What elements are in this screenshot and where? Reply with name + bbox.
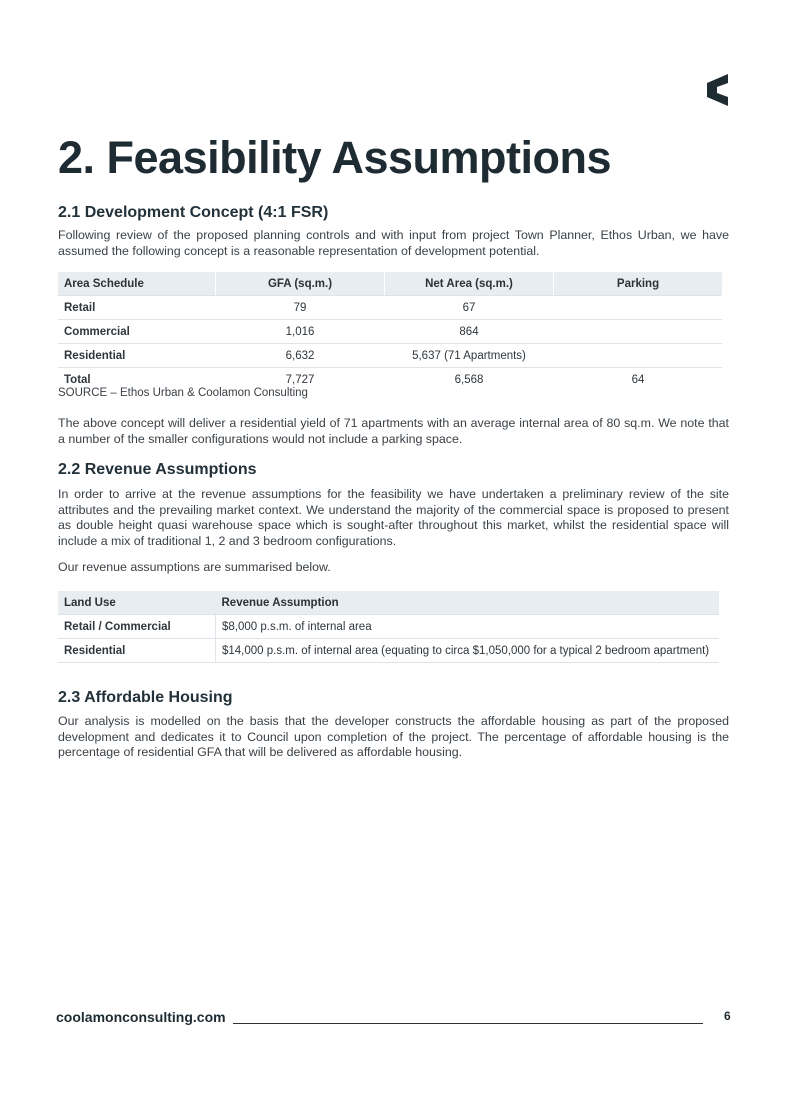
table-header-row bbox=[58, 272, 722, 296]
table-cell: 64 bbox=[554, 368, 723, 392]
table-cell: 864 bbox=[385, 320, 554, 344]
section-heading-affordable-housing: 2.3 Affordable Housing bbox=[58, 689, 233, 706]
footer-divider bbox=[233, 1023, 703, 1024]
column-header: Area Schedule bbox=[58, 272, 216, 296]
column-header: Revenue Assumption bbox=[216, 591, 720, 615]
revenue-assumption-table bbox=[58, 591, 719, 663]
table-row bbox=[58, 615, 719, 639]
page-number: 6 bbox=[724, 1009, 731, 1023]
table-cell: 1,016 bbox=[216, 320, 385, 344]
column-header: GFA (sq.m.) bbox=[216, 272, 385, 296]
table-row bbox=[58, 320, 722, 344]
column-header: Net Area (sq.m.) bbox=[385, 272, 554, 296]
row-label: Residential bbox=[58, 639, 216, 663]
row-label: Commercial bbox=[58, 320, 216, 344]
table-header-row bbox=[58, 591, 719, 615]
section-heading-revenue-assumptions: 2.2 Revenue Assumptions bbox=[58, 461, 257, 478]
table-row bbox=[58, 296, 722, 320]
row-label: Total bbox=[64, 373, 91, 386]
table-cell: 7,727 bbox=[216, 368, 385, 392]
development-concept-intro: Following review of the proposed planning controls and with input from project Town Planner, Ethos Urban, we have assumed the following concept is a reasonable representation of development potential. bbox=[58, 228, 729, 258]
development-concept-note: The above concept will deliver a residential yield of 71 apartments with an average internal area of 80 sq.m. We note that a number of the smaller configurations would not include a parking space. bbox=[58, 416, 729, 446]
row-label: Residential bbox=[58, 344, 216, 368]
table-cell: 5,637 (71 Apartments) bbox=[385, 344, 554, 368]
table-cell: 79 bbox=[216, 296, 385, 320]
column-header: Land Use bbox=[58, 591, 216, 615]
revenue-assumptions-paragraph: In order to arrive at the revenue assumptions for the feasibility we have undertaken a preliminary review of the site attributes and the prevailing market context. We understand the majority of the commercial space is proposed to present as double height quasi warehouse space which is sought-after throughout this market, whilst the residential space will include a mix of traditional 1, 2 and 3 bedroom configurations. bbox=[58, 487, 729, 549]
area-schedule-table bbox=[58, 272, 722, 391]
table-cell bbox=[554, 296, 723, 320]
table-cell: 6,632 bbox=[216, 344, 385, 368]
table-cell: 67 bbox=[385, 296, 554, 320]
table-row bbox=[58, 344, 722, 368]
page-title: 2. Feasibility Assumptions bbox=[58, 132, 611, 183]
revenue-summary-intro: Our revenue assumptions are summarised below. bbox=[58, 560, 331, 574]
table-cell: $14,000 p.s.m. of internal area (equating to circa $1,050,000 for a typical 2 bedroom apartment) bbox=[216, 639, 720, 663]
table-cell: $8,000 p.s.m. of internal area bbox=[216, 615, 720, 639]
table-source-note: SOURCE – Ethos Urban & Coolamon Consulting bbox=[58, 387, 308, 399]
table-cell bbox=[554, 320, 723, 344]
row-label: Retail / Commercial bbox=[58, 615, 216, 639]
footer-website-link[interactable]: coolamonconsulting.com bbox=[56, 1009, 226, 1025]
affordable-housing-paragraph: Our analysis is modelled on the basis that the developer constructs the affordable housing as part of the proposed development and dedicates it to Council upon completion of the project. The percentage of affordable housing is the percentage of residential GFA that will be delivered as affordable housing. bbox=[58, 714, 729, 760]
column-header: Parking bbox=[554, 272, 723, 296]
row-label: Retail bbox=[58, 296, 216, 320]
section-heading-development-concept: 2.1 Development Concept (4:1 FSR) bbox=[58, 204, 329, 221]
table-row bbox=[58, 639, 719, 663]
coolamon-logo-icon bbox=[702, 73, 730, 107]
table-cell: 6,568 bbox=[385, 368, 554, 392]
table-cell bbox=[554, 344, 723, 368]
